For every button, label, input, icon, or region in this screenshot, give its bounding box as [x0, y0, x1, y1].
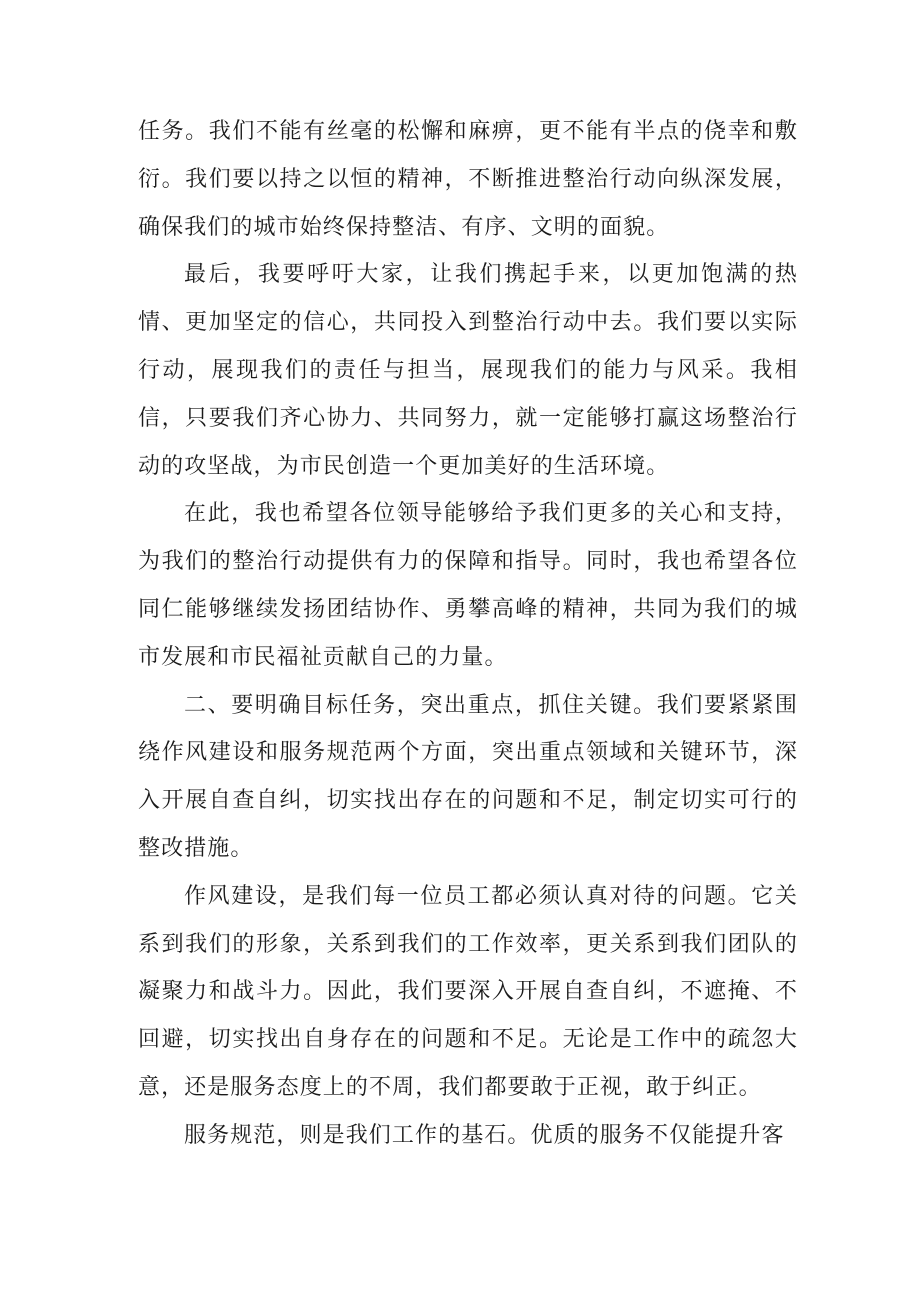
paragraph-6: 服务规范，则是我们工作的基石。优质的服务不仅能提升客	[184, 1122, 785, 1148]
paragraph-2: 最后，我要呼吁大家，让我们携起手来，以更加饱满的热情、更加坚定的信心，共同投入到整治行动中去。我们要以实际行动，展现我们的责任与担当，展现我们的能力与风采。我相信，只要我们齐心协力、共同努力，就一定能够打赢这场整治行动的攻坚战，为市民创造一个更加美好的生活环境。	[138, 262, 798, 479]
body-text	[138, 108, 798, 1160]
paragraph-3: 在此，我也希望各位领导能够给予我们更多的关心和支持，为我们的整治行动提供有力的保障和指导。同时，我也希望各位同仁能够继续发扬团结协作、勇攀高峰的精神，共同为我们的城市发展和市民福祉贡献自己的力量。	[138, 501, 798, 670]
paragraph-1: 任务。我们不能有丝毫的松懈和麻痹，更不能有半点的侥幸和敷衍。我们要以持之以恒的精神，不断推进整治行动向纵深发展，确保我们的城市始终保持整洁、有序、文明的面貌。	[138, 119, 798, 240]
paragraph-4: 二、要明确目标任务，突出重点，抓住关键。我们要紧紧围绕作风建设和服务规范两个方面，突出重点领域和关键环节，深入开展自查自纠，切实找出存在的问题和不足，制定切实可行的整改措施。	[138, 692, 798, 861]
paragraph-5: 作风建设，是我们每一位员工都必须认真对待的问题。它关系到我们的形象，关系到我们的工作效率，更关系到我们团队的凝聚力和战斗力。因此，我们要深入开展自查自纠，不遮掩、不回避，切实找出自身存在的问题和不足。无论是工作中的疏忽大意，还是服务态度上的不周，我们都要敢于正视，敢于纠正。	[138, 883, 798, 1100]
